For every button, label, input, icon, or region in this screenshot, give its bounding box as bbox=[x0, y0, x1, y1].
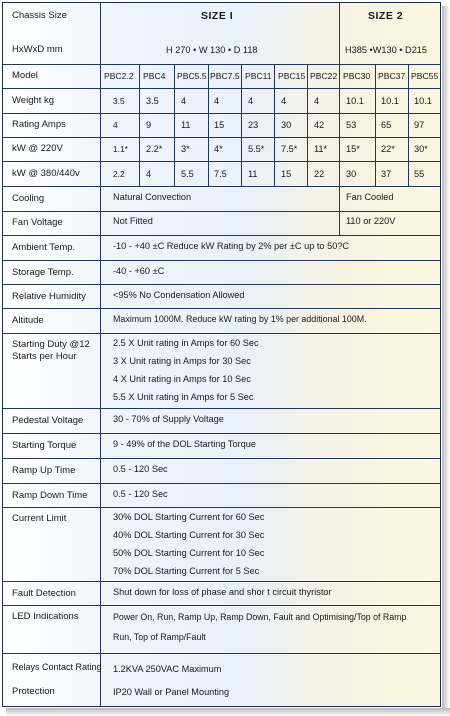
starting-duty-line: 4 X Unit rating in Amps for 10 Sec bbox=[113, 374, 251, 384]
weight-cell: 10.1 bbox=[346, 96, 364, 106]
kw-380v-cell: 2.2 bbox=[113, 169, 125, 179]
chassis-size-label: Chassis Size bbox=[12, 10, 67, 21]
model-cell: PBC37 bbox=[378, 71, 406, 81]
row-divider bbox=[3, 284, 440, 285]
row-divider bbox=[3, 483, 440, 484]
led-indications-line: Power On, Run, Ramp Up, Ramp Down, Fault and Optimising/Top of Ramp bbox=[113, 612, 407, 622]
column-divider bbox=[375, 64, 376, 186]
model-cell: PBC15 bbox=[278, 71, 306, 81]
storage-temp-label: Storage Temp. bbox=[12, 267, 74, 278]
dimensions-label: HxWxD mm bbox=[12, 44, 63, 55]
fault-detection-label: Fault Detection bbox=[12, 588, 76, 599]
model-cell: PBC5.5 bbox=[177, 71, 207, 81]
kw-380v-cell: 4 bbox=[146, 169, 152, 179]
ambient-temp-label: Ambient Temp. bbox=[12, 242, 76, 253]
model-cell: PBC7.5 bbox=[210, 71, 240, 81]
starting-torque-value: 9 - 49% of the DOL Starting Torque bbox=[113, 439, 256, 449]
row-divider bbox=[3, 260, 440, 261]
column-divider bbox=[307, 64, 308, 186]
column-divider bbox=[408, 64, 409, 186]
led-indications-label: LED Indications bbox=[12, 611, 79, 622]
starting-duty-line: 3 X Unit rating in Amps for 30 Sec bbox=[113, 356, 251, 366]
kw-220v-cell: 2.2* bbox=[146, 144, 163, 154]
row-divider bbox=[3, 653, 440, 654]
column-divider bbox=[208, 64, 209, 186]
weight-cell: 4 bbox=[281, 96, 287, 106]
kw-220v-label: kW @ 220V bbox=[12, 143, 63, 154]
led-indications-line: Run, Top of Ramp/Fault bbox=[113, 632, 206, 642]
model-cell: PBC22 bbox=[310, 71, 338, 81]
model-cell: PBC55 bbox=[411, 71, 439, 81]
column-divider bbox=[174, 64, 175, 186]
starting-duty-label: Starting Duty @12 Starts per Hour bbox=[12, 339, 90, 362]
kw-380v-cell: 37 bbox=[381, 169, 392, 179]
label-column-divider bbox=[100, 3, 101, 706]
weight-cell: 4 bbox=[248, 96, 254, 106]
model-cell: PBC4 bbox=[143, 71, 166, 81]
kw-220v-cell: 30* bbox=[414, 144, 428, 154]
relays-contact-value: 1.2KVA 250VAC Maximum bbox=[113, 664, 222, 674]
size-1-dimensions: H 270 • W 130 • D 118 bbox=[166, 45, 258, 55]
kw-220v-cell: 1.1* bbox=[113, 144, 128, 154]
drop-shadow-right bbox=[442, 6, 450, 716]
kw-380v-cell: 5.5 bbox=[181, 169, 194, 179]
rating-amps-cell: 53 bbox=[346, 120, 357, 130]
kw-380v-cell: 30 bbox=[346, 169, 357, 179]
row-divider bbox=[3, 186, 440, 187]
size-1-title: SIZE I bbox=[201, 10, 234, 22]
row-divider bbox=[3, 581, 440, 582]
row-divider bbox=[3, 308, 440, 309]
fan-voltage-size-2: 110 or 220V bbox=[346, 216, 396, 226]
pedestal-voltage-label: Pedestal Voltage bbox=[12, 415, 84, 426]
current-limit-line: 50% DOL Starting Current for 10 Sec bbox=[113, 548, 265, 558]
rating-amps-cell: 97 bbox=[414, 120, 425, 130]
spec-table bbox=[2, 2, 441, 707]
weight-cell: 3.5 bbox=[146, 96, 159, 106]
weight-cell: 4 bbox=[181, 96, 187, 106]
kw-220v-cell: 15* bbox=[346, 144, 360, 154]
pedestal-voltage-value: 30 - 70% of Supply Voltage bbox=[113, 414, 224, 424]
current-limit-line: 70% DOL Starting Current for 5 Sec bbox=[113, 566, 260, 576]
kw-220v-cell: 7.5* bbox=[281, 144, 298, 154]
altitude-label: Altitude bbox=[12, 315, 44, 326]
rating-amps-cell: 15 bbox=[214, 120, 225, 130]
cooling-size-2: Fan Cooled bbox=[346, 192, 394, 202]
weight-cell: 4 bbox=[214, 96, 220, 106]
size-divider bbox=[339, 3, 340, 235]
kw-380v-cell: 55 bbox=[414, 169, 425, 179]
kw-220v-cell: 4* bbox=[214, 144, 223, 154]
drop-shadow-bottom bbox=[6, 708, 450, 716]
humidity-value: <95% No Condensation Allowed bbox=[113, 290, 245, 300]
row-divider bbox=[3, 433, 440, 434]
kw-380v-cell: 22 bbox=[314, 169, 325, 179]
starting-duty-line: 2.5 X Unit rating in Amps for 60 Sec bbox=[113, 338, 259, 348]
humidity-label: Relative Humidity bbox=[12, 291, 86, 302]
kw-380v-label: kW @ 380/440v bbox=[12, 168, 80, 179]
model-label: Model bbox=[12, 70, 38, 81]
weight-cell: 3.5 bbox=[113, 96, 125, 106]
rating-amps-cell: 4 bbox=[113, 120, 118, 130]
row-divider bbox=[3, 235, 440, 236]
rating-amps-cell: 65 bbox=[381, 120, 392, 130]
rating-amps-cell: 42 bbox=[314, 120, 325, 130]
kw-220v-cell: 22* bbox=[381, 144, 395, 154]
current-limit-label: Current Limit bbox=[12, 513, 67, 524]
ambient-temp-value: -10 - +40 ±C Reduce kW Rating by 2% per ±C up to 50?C bbox=[113, 241, 350, 251]
row-divider bbox=[3, 605, 440, 606]
kw-380v-cell: 7.5 bbox=[214, 169, 227, 179]
model-cell: PBC2.2 bbox=[104, 71, 134, 81]
model-cell: PBC11 bbox=[245, 71, 272, 81]
cooling-size-1: Natural Convection bbox=[113, 192, 192, 202]
rating-amps-cell: 30 bbox=[281, 120, 292, 130]
ramp-up-value: 0.5 - 120 Sec bbox=[113, 464, 168, 474]
fault-detection-value: Shut down for loss of phase and shor t circuit thyristor bbox=[113, 587, 332, 597]
weight-label: Weight kg bbox=[12, 95, 55, 106]
current-limit-line: 30% DOL Starting Current for 60 Sec bbox=[113, 512, 265, 522]
column-divider bbox=[139, 64, 140, 186]
rating-amps-cell: 9 bbox=[146, 120, 152, 130]
ramp-up-label: Ramp Up Time bbox=[12, 465, 76, 476]
fan-voltage-size-1: Not Fitted bbox=[113, 216, 153, 226]
kw-220v-cell: 3* bbox=[181, 144, 190, 154]
current-limit-line: 40% DOL Starting Current for 30 Sec bbox=[113, 530, 265, 540]
column-divider bbox=[241, 64, 242, 186]
relays-contact-label: Relays Contact Rating bbox=[12, 662, 102, 672]
kw-220v-cell: 5.5* bbox=[248, 144, 265, 154]
ramp-down-label: Ramp Down Time bbox=[12, 490, 88, 501]
row-divider bbox=[3, 333, 440, 334]
kw-380v-cell: 11 bbox=[248, 169, 258, 179]
altitude-value: Maximum 1000M. Reduce kW rating by 1% per additional 100M. bbox=[113, 314, 367, 324]
row-divider bbox=[3, 458, 440, 459]
rating-amps-label: Rating Amps bbox=[12, 119, 66, 130]
model-cell: PBC30 bbox=[343, 71, 371, 81]
rating-amps-cell: 23 bbox=[248, 120, 259, 130]
weight-cell: 10.1 bbox=[414, 96, 432, 106]
ramp-down-value: 0.5 - 120 Sec bbox=[113, 489, 168, 499]
protection-value: IP20 Wall or Panel Mounting bbox=[113, 687, 230, 697]
column-divider bbox=[274, 64, 275, 186]
rating-amps-cell: 11 bbox=[181, 120, 191, 130]
fan-voltage-label: Fan Voltage bbox=[12, 217, 63, 228]
size-2-title: SIZE 2 bbox=[368, 10, 404, 22]
row-divider bbox=[3, 507, 440, 508]
storage-temp-value: -40 - +60 ±C bbox=[113, 266, 165, 276]
protection-label: Protection bbox=[12, 686, 55, 697]
kw-220v-cell: 11* bbox=[314, 144, 328, 154]
cooling-label: Cooling bbox=[12, 193, 45, 204]
weight-cell: 4 bbox=[314, 96, 320, 106]
weight-cell: 10.1 bbox=[381, 96, 399, 106]
kw-380v-cell: 15 bbox=[281, 169, 292, 179]
starting-duty-line: 5.5 X Unit rating in Amps for 5 Sec bbox=[113, 392, 254, 402]
row-divider bbox=[3, 408, 440, 409]
size-2-dimensions: H385 •W130 • D215 bbox=[345, 45, 428, 55]
starting-torque-label: Starting Torque bbox=[12, 440, 77, 451]
row-divider bbox=[3, 211, 440, 212]
